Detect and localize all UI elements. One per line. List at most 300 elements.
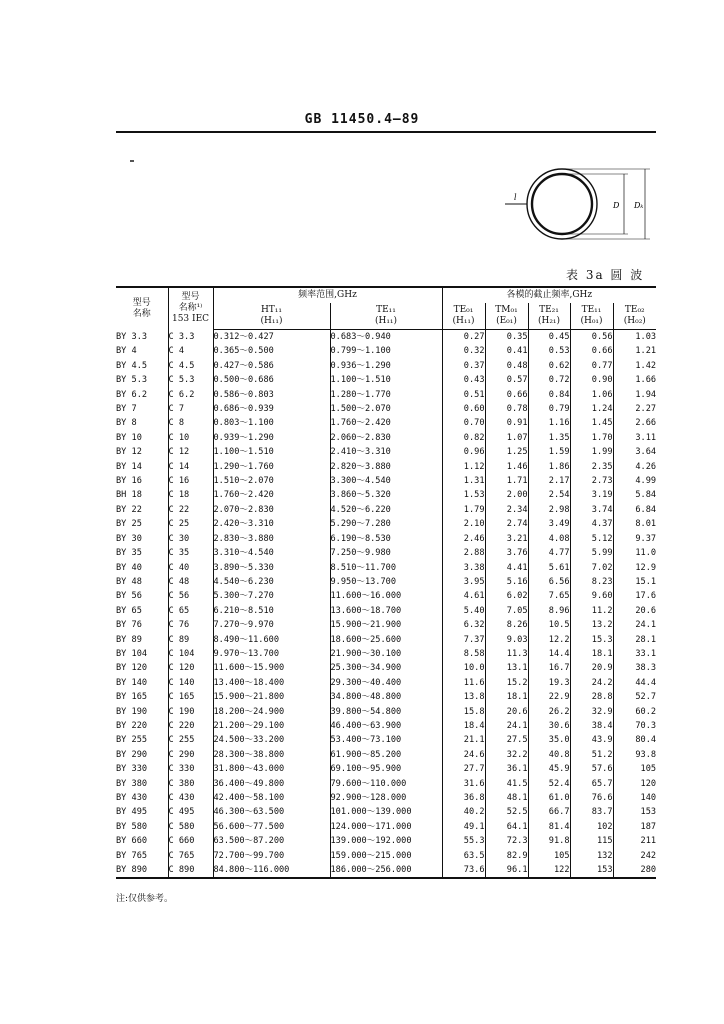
table-cell: BY 25 xyxy=(116,519,142,530)
col-te21: TE₂₁ (H₂₁) xyxy=(528,303,570,330)
table-cell: C 580 xyxy=(168,820,213,834)
table-row xyxy=(116,431,656,445)
table-cell: 2.34 xyxy=(485,503,528,517)
table-cell: 0.365～0.500 xyxy=(213,344,330,358)
table-cell: C 3.3 xyxy=(168,330,213,345)
table-cell: 0.82 xyxy=(442,431,485,445)
table-cell: 1.31 xyxy=(442,474,485,488)
table-cell: 153 xyxy=(613,805,656,819)
table-cell: 1.66 xyxy=(613,373,656,387)
table-cell: 2.73 xyxy=(570,474,613,488)
table-cell: 51.2 xyxy=(570,748,613,762)
table-cell: 1.35 xyxy=(528,431,570,445)
table-row xyxy=(116,575,656,589)
table-cell: 55.3 xyxy=(442,834,485,848)
table-cell: 105 xyxy=(528,849,570,863)
table-cell: 96.1 xyxy=(485,863,528,878)
table-cell: C 65 xyxy=(168,604,213,618)
table-cell: BY 35 xyxy=(116,548,142,559)
table-cell: 2.070～2.830 xyxy=(213,503,330,517)
table-cell: C 18 xyxy=(168,488,213,502)
table-cell: 81.4 xyxy=(528,820,570,834)
table-cell: 3.21 xyxy=(485,532,528,546)
col-te01: TE₀₁ (H₁₁) xyxy=(442,303,485,330)
table-row xyxy=(116,445,656,459)
table-cell: 43.9 xyxy=(570,733,613,747)
table-cell: 0.43 xyxy=(442,373,485,387)
table-body xyxy=(116,330,656,879)
table-cell: 8.01 xyxy=(613,517,656,531)
table-cell: 45.9 xyxy=(528,762,570,776)
table-cell: 38.4 xyxy=(570,719,613,733)
table-cell: 0.70 xyxy=(442,416,485,430)
table-cell: 19.3 xyxy=(528,676,570,690)
table-cell: C 12 xyxy=(168,445,213,459)
table-cell: 7.02 xyxy=(570,561,613,575)
table-cell: 2.830～3.880 xyxy=(213,532,330,546)
table-cell: 3.64 xyxy=(613,445,656,459)
table-cell: C 89 xyxy=(168,633,213,647)
col-te02: TE₀₂ (H₀₂) xyxy=(613,303,656,330)
table-cell: 3.11 xyxy=(613,431,656,445)
table-cell: 3.95 xyxy=(442,575,485,589)
table-cell: 2.46 xyxy=(442,532,485,546)
table-cell: BY 48 xyxy=(116,576,142,587)
table-cell: 7.05 xyxy=(485,604,528,618)
table-cell: 66.7 xyxy=(528,805,570,819)
table-cell: 2.88 xyxy=(442,546,485,560)
table-cell: 4.99 xyxy=(613,474,656,488)
table-cell: 0.78 xyxy=(485,402,528,416)
table-cell: BY 120 xyxy=(116,663,148,674)
table-cell: 20.6 xyxy=(613,604,656,618)
table-cell: 27.7 xyxy=(442,762,485,776)
col-tm01: TM₀₁ (E₀₁) xyxy=(485,303,528,330)
table-cell: 80.4 xyxy=(613,733,656,747)
table-cell: 0.53 xyxy=(528,344,570,358)
table-cell: 8.58 xyxy=(442,647,485,661)
table-cell: 24.1 xyxy=(485,719,528,733)
corner-mark xyxy=(130,160,134,162)
table-cell: 30.6 xyxy=(528,719,570,733)
table-cell: 21.900～30.100 xyxy=(330,647,442,661)
table-row xyxy=(116,373,656,387)
table-cell: 57.6 xyxy=(570,762,613,776)
table-cell: 11.3 xyxy=(485,647,528,661)
table-cell: C 5.3 xyxy=(168,373,213,387)
table-cell: C 104 xyxy=(168,647,213,661)
table-cell: 1.100～1.510 xyxy=(213,445,330,459)
table-row xyxy=(116,388,656,402)
circular-waveguide-table xyxy=(116,286,656,879)
table-cell: 8.490～11.600 xyxy=(213,633,330,647)
table-cell: 31.6 xyxy=(442,777,485,791)
table-cell: 61.900～85.200 xyxy=(330,748,442,762)
table-cell: 2.820～3.880 xyxy=(330,460,442,474)
col-group-cutoff: 各模的截止频率,GHz xyxy=(442,287,656,303)
col-te11-range: TE₁₁ (H₁₁) xyxy=(330,303,442,330)
table-cell: 1.25 xyxy=(485,445,528,459)
table-cell: 60.2 xyxy=(613,705,656,719)
table-cell: 92.900～128.000 xyxy=(330,791,442,805)
table-cell: 124.000～171.000 xyxy=(330,820,442,834)
table-cell: 5.300～7.270 xyxy=(213,589,330,603)
table-row xyxy=(116,791,656,805)
table-cell: 36.8 xyxy=(442,791,485,805)
table-cell: 52.7 xyxy=(613,690,656,704)
table-row xyxy=(116,719,656,733)
table-cell: 0.60 xyxy=(442,402,485,416)
table-cell: C 495 xyxy=(168,805,213,819)
table-cell: 15.3 xyxy=(570,633,613,647)
table-row xyxy=(116,633,656,647)
label-l: l xyxy=(514,193,517,202)
table-cell: 1.03 xyxy=(613,330,656,345)
table-cell: 22.9 xyxy=(528,690,570,704)
table-cell: 1.100～1.510 xyxy=(330,373,442,387)
table-cell: 72.700～99.700 xyxy=(213,849,330,863)
table-cell: 40.8 xyxy=(528,748,570,762)
table-cell: 140 xyxy=(613,791,656,805)
table-cell: 9.60 xyxy=(570,589,613,603)
table-cell: 2.66 xyxy=(613,416,656,430)
table-cell: BY 3.3 xyxy=(116,331,148,342)
table-cell: 12.2 xyxy=(528,633,570,647)
table-cell: 6.56 xyxy=(528,575,570,589)
table-cell: 65.7 xyxy=(570,777,613,791)
table-cell: 73.6 xyxy=(442,863,485,878)
table-row xyxy=(116,503,656,517)
table-cell: 1.79 xyxy=(442,503,485,517)
table-cell: BY 140 xyxy=(116,677,148,688)
table-row xyxy=(116,561,656,575)
table-row xyxy=(116,863,656,878)
table-cell: 1.86 xyxy=(528,460,570,474)
col-type-name: 型号名称 xyxy=(116,287,168,330)
table-cell: 91.8 xyxy=(528,834,570,848)
table-cell: 6.02 xyxy=(485,589,528,603)
table-cell: 0.500～0.686 xyxy=(213,373,330,387)
table-cell: 8.23 xyxy=(570,575,613,589)
table-cell: 2.35 xyxy=(570,460,613,474)
table-cell: 25.300～34.900 xyxy=(330,661,442,675)
table-row xyxy=(116,546,656,560)
table-cell: 1.94 xyxy=(613,388,656,402)
table-cell: 7.37 xyxy=(442,633,485,647)
table-cell: 1.500～2.070 xyxy=(330,402,442,416)
table-cell: 52.4 xyxy=(528,777,570,791)
table-cell: C 120 xyxy=(168,661,213,675)
table-cell: 132 xyxy=(570,849,613,863)
table-cell: BY 290 xyxy=(116,749,148,760)
table-cell: 1.280～1.770 xyxy=(330,388,442,402)
table-cell: BY 430 xyxy=(116,793,148,803)
table-cell: 0.37 xyxy=(442,359,485,373)
table-cell: 1.07 xyxy=(485,431,528,445)
table-cell: 32.9 xyxy=(570,705,613,719)
table-cell: 4.77 xyxy=(528,546,570,560)
table-cell: 52.5 xyxy=(485,805,528,819)
table-cell: BY 56 xyxy=(116,591,142,602)
table-cell: 42.400～58.100 xyxy=(213,791,330,805)
table-cell: 26.2 xyxy=(528,705,570,719)
table-caption: 表 3a 圆 波 xyxy=(566,268,645,282)
table-row xyxy=(116,690,656,704)
table-cell: C 7 xyxy=(168,402,213,416)
table-row xyxy=(116,344,656,358)
table-row xyxy=(116,330,656,345)
table-cell: 53.400～73.100 xyxy=(330,733,442,747)
table-cell: 1.06 xyxy=(570,388,613,402)
table-cell: 9.03 xyxy=(485,633,528,647)
table-cell: C 765 xyxy=(168,849,213,863)
table-row xyxy=(116,676,656,690)
table-cell: 6.84 xyxy=(613,503,656,517)
table-cell: 5.290～7.280 xyxy=(330,517,442,531)
table-cell: 1.12 xyxy=(442,460,485,474)
table-cell: 14.4 xyxy=(528,647,570,661)
table-cell: 3.19 xyxy=(570,488,613,502)
table-cell: 101.000～139.000 xyxy=(330,805,442,819)
table-cell: 33.1 xyxy=(613,647,656,661)
table-cell: 63.5 xyxy=(442,849,485,863)
table-cell: 16.7 xyxy=(528,661,570,675)
table-cell: BY 580 xyxy=(116,821,148,832)
table-cell: 0.799～1.100 xyxy=(330,344,442,358)
table-cell: BY 660 xyxy=(116,836,148,847)
table-cell: C 430 xyxy=(168,791,213,805)
table-cell: BY 12 xyxy=(116,447,142,458)
table-cell: C 4.5 xyxy=(168,359,213,373)
table-cell: 6.190～8.530 xyxy=(330,532,442,546)
table-cell: C 890 xyxy=(168,863,213,878)
table-cell: 41.5 xyxy=(485,777,528,791)
table-cell: 13.1 xyxy=(485,661,528,675)
table-cell: 6.210～8.510 xyxy=(213,604,330,618)
table-cell: 13.8 xyxy=(442,690,485,704)
table-cell: C 255 xyxy=(168,733,213,747)
table-cell: 0.48 xyxy=(485,359,528,373)
table-cell: C 6.2 xyxy=(168,388,213,402)
table-cell: 56.600～77.500 xyxy=(213,820,330,834)
table-row xyxy=(116,849,656,863)
table-cell: 0.312～0.427 xyxy=(213,330,330,345)
table-cell: C 8 xyxy=(168,416,213,430)
table-cell: 0.427～0.586 xyxy=(213,359,330,373)
table-cell: 0.57 xyxy=(485,373,528,387)
table-cell: BY 7 xyxy=(116,404,137,415)
table-cell: 1.42 xyxy=(613,359,656,373)
table-cell: 3.38 xyxy=(442,561,485,575)
table-cell: 2.27 xyxy=(613,402,656,416)
table-cell: 1.290～1.760 xyxy=(213,460,330,474)
table-cell: 1.760～2.420 xyxy=(213,488,330,502)
table-cell: BY 65 xyxy=(116,605,142,616)
table-cell: 115 xyxy=(570,834,613,848)
table-row xyxy=(116,748,656,762)
table-cell: 48.1 xyxy=(485,791,528,805)
table-cell: 20.6 xyxy=(485,705,528,719)
table-cell: 13.2 xyxy=(570,618,613,632)
table-cell: 15.8 xyxy=(442,705,485,719)
table-row xyxy=(116,532,656,546)
table-row xyxy=(116,589,656,603)
table-cell: 5.16 xyxy=(485,575,528,589)
table-cell: 32.2 xyxy=(485,748,528,762)
table-cell: 79.600～110.000 xyxy=(330,777,442,791)
table-cell: 102 xyxy=(570,820,613,834)
table-cell: 24.1 xyxy=(613,618,656,632)
table-cell: 36.1 xyxy=(485,762,528,776)
table-cell: 5.12 xyxy=(570,532,613,546)
table-cell: BY 30 xyxy=(116,533,142,544)
table-cell: 84.800～116.000 xyxy=(213,863,330,878)
table-row xyxy=(116,488,656,502)
table-row xyxy=(116,777,656,791)
table-cell: 1.45 xyxy=(570,416,613,430)
table-cell: 1.16 xyxy=(528,416,570,430)
table-cell: 72.3 xyxy=(485,834,528,848)
table-cell: 24.2 xyxy=(570,676,613,690)
table-cell: 2.060～2.830 xyxy=(330,431,442,445)
table-cell: C 14 xyxy=(168,460,213,474)
table-cell: 2.98 xyxy=(528,503,570,517)
table-cell: C 10 xyxy=(168,431,213,445)
table-row xyxy=(116,517,656,531)
table-cell: 8.510～11.700 xyxy=(330,561,442,575)
table-row xyxy=(116,705,656,719)
table-cell: 242 xyxy=(613,849,656,863)
table-cell: BY 89 xyxy=(116,634,142,645)
table-cell: 0.72 xyxy=(528,373,570,387)
table-cell: C 660 xyxy=(168,834,213,848)
table-cell: 0.939～1.290 xyxy=(213,431,330,445)
table-cell: 21.1 xyxy=(442,733,485,747)
table-cell: 0.936～1.290 xyxy=(330,359,442,373)
col-iec-name: 型号 名称¹⁾ 153 IEC xyxy=(168,287,213,330)
table-cell: C 380 xyxy=(168,777,213,791)
table-cell: 24.6 xyxy=(442,748,485,762)
table-cell: 3.74 xyxy=(570,503,613,517)
table-cell: 105 xyxy=(613,762,656,776)
table-cell: 5.40 xyxy=(442,604,485,618)
label-db: Dₖ xyxy=(634,201,644,210)
table-cell: 0.90 xyxy=(570,373,613,387)
table-cell: 4.520～6.220 xyxy=(330,503,442,517)
waveguide-cross-section-icon xyxy=(500,164,660,248)
table-cell: 4.37 xyxy=(570,517,613,531)
table-row xyxy=(116,359,656,373)
table-cell: 7.270～9.970 xyxy=(213,618,330,632)
table-cell: BY 40 xyxy=(116,562,142,573)
table-cell: BY 4.5 xyxy=(116,360,148,371)
table-cell: 6.32 xyxy=(442,618,485,632)
table-cell: 13.600～18.700 xyxy=(330,604,442,618)
label-d: D xyxy=(613,201,620,210)
table-cell: 82.9 xyxy=(485,849,528,863)
table-cell: 4.08 xyxy=(528,532,570,546)
table-cell: 3.49 xyxy=(528,517,570,531)
table-cell: 83.7 xyxy=(570,805,613,819)
table-cell: C 56 xyxy=(168,589,213,603)
table-cell: 70.3 xyxy=(613,719,656,733)
table-cell: 4.61 xyxy=(442,589,485,603)
table-cell: BY 22 xyxy=(116,504,142,515)
table-cell: 2.54 xyxy=(528,488,570,502)
table-cell: 31.800～43.000 xyxy=(213,762,330,776)
table-cell: 46.400～63.900 xyxy=(330,719,442,733)
table-cell: 5.99 xyxy=(570,546,613,560)
table-cell: 9.950～13.700 xyxy=(330,575,442,589)
table-cell: C 190 xyxy=(168,705,213,719)
table-cell: BY 10 xyxy=(116,432,142,443)
table-cell: BY 4 xyxy=(116,346,137,357)
table-cell: 3.310～4.540 xyxy=(213,546,330,560)
table-cell: 2.10 xyxy=(442,517,485,531)
table-cell: 40.2 xyxy=(442,805,485,819)
table-cell: 15.900～21.800 xyxy=(213,690,330,704)
table-cell: 18.600～25.600 xyxy=(330,633,442,647)
table-cell: 0.79 xyxy=(528,402,570,416)
table-cell: 2.410～3.310 xyxy=(330,445,442,459)
table-cell: C 22 xyxy=(168,503,213,517)
table-cell: 5.61 xyxy=(528,561,570,575)
table-cell: BY 890 xyxy=(116,863,168,878)
table-row xyxy=(116,762,656,776)
table-cell: 120 xyxy=(613,777,656,791)
table-cell: 11.600～16.000 xyxy=(330,589,442,603)
table-cell: 11.0 xyxy=(613,546,656,560)
table-cell: C 25 xyxy=(168,517,213,531)
table-cell: 64.1 xyxy=(485,820,528,834)
table-cell: 9.970～13.700 xyxy=(213,647,330,661)
table-cell: 2.17 xyxy=(528,474,570,488)
table-cell: 122 xyxy=(528,863,570,878)
table-cell: C 76 xyxy=(168,618,213,632)
table-cell: BY 8 xyxy=(116,418,137,429)
table-cell: 0.803～1.100 xyxy=(213,416,330,430)
table-cell: 69.100～95.900 xyxy=(330,762,442,776)
table-cell: 1.99 xyxy=(570,445,613,459)
table-cell: 18.1 xyxy=(485,690,528,704)
table-cell: 1.46 xyxy=(485,460,528,474)
table-cell: 13.400～18.400 xyxy=(213,676,330,690)
table-cell: 0.77 xyxy=(570,359,613,373)
table-cell: 18.200～24.900 xyxy=(213,705,330,719)
table-cell: 46.300～63.500 xyxy=(213,805,330,819)
table-cell: 21.200～29.100 xyxy=(213,719,330,733)
table-cell: 15.1 xyxy=(613,575,656,589)
table-row xyxy=(116,604,656,618)
table-cell: 2.00 xyxy=(485,488,528,502)
table-cell: 187 xyxy=(613,820,656,834)
table-cell: C 330 xyxy=(168,762,213,776)
table-cell: BY 5.3 xyxy=(116,375,148,386)
table-cell: C 220 xyxy=(168,719,213,733)
table-cell: 0.56 xyxy=(570,330,613,345)
table-cell: BY 495 xyxy=(116,807,148,818)
table-row xyxy=(116,805,656,819)
table-cell: 24.500～33.200 xyxy=(213,733,330,747)
table-cell: 4.540～6.230 xyxy=(213,575,330,589)
table-cell: 10.0 xyxy=(442,661,485,675)
table-cell: 1.760～2.420 xyxy=(330,416,442,430)
col-ht11: HT₁₁ (H₁₁) xyxy=(213,303,330,330)
table-row xyxy=(116,661,656,675)
table-cell: BY 190 xyxy=(116,706,148,717)
table-cell: 20.9 xyxy=(570,661,613,675)
table-cell: 15.900～21.900 xyxy=(330,618,442,632)
